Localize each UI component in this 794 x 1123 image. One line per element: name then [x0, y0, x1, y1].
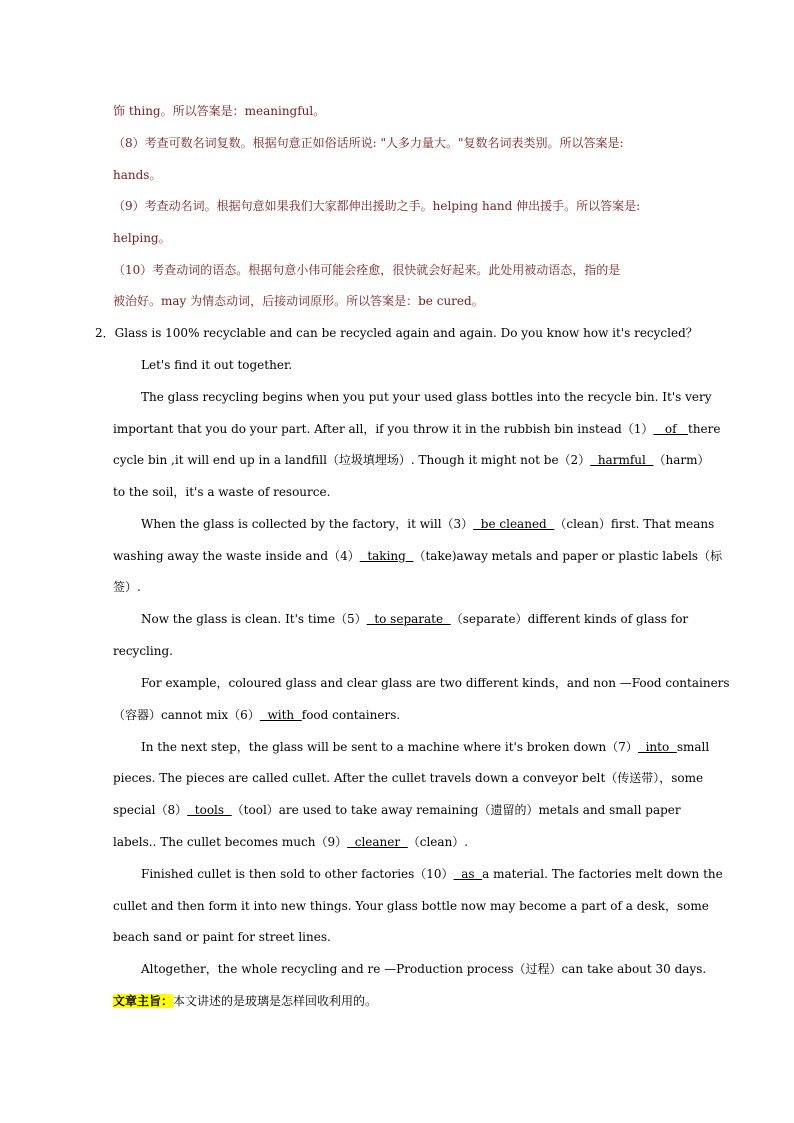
analysis-line: 饰 thing。所以答案是：meaningful。: [113, 104, 326, 118]
passage-line: cullet and then form it into new things. Your glass bottle now may become a part of a desk，some: [113, 899, 709, 913]
summary-label: 文章主旨：: [113, 994, 174, 1008]
summary-text: 本文讲述的是玻璃是怎样回收利用的。: [173, 994, 378, 1008]
answer-blank-1: of: [653, 422, 688, 436]
passage-line: labels.. The cullet becomes much（9） cleaner （clean）.: [113, 835, 469, 849]
answer-blank-6: with: [259, 708, 302, 722]
passage-line: The glass recycling begins when you put your used glass bottles into the recycle bin. It's very: [141, 390, 712, 404]
passage-line: 签）.: [113, 580, 141, 594]
passage-line: Finished cullet is then sold to other factories（10） as a material. The factories melt down the: [141, 867, 723, 881]
analysis-line: hands。: [113, 168, 162, 182]
passage-line: Let's find it out together.: [141, 358, 293, 372]
passage-line: special（8） tools （tool）are used to take away remaining（遗留的）metals and small paper: [113, 803, 681, 817]
question-intro: 2．Glass is 100% recyclable and can be recycled again and again. Do you know how it's recycled？: [95, 326, 698, 340]
question-number: 2．: [95, 326, 115, 340]
passage-line: In the next step，the glass will be sent to a machine where it's broken down（7） into small: [141, 740, 710, 754]
analysis-line: helping。: [113, 231, 171, 245]
answer-blank-2: harmful: [590, 453, 654, 467]
passage-line: （容器）cannot mix（6） with food containers.: [113, 708, 401, 722]
answer-blank-9: cleaner: [347, 835, 408, 849]
passage-line: to the soil，it's a waste of resource.: [113, 485, 331, 499]
passage-line: washing away the waste inside and（4） taking （take)away metals and paper or plastic labels（标: [113, 549, 723, 563]
summary: [113, 993, 377, 1009]
passage-line: pieces. The pieces are called cullet. After the cullet travels down a conveyor belt（传送带），some: [113, 771, 704, 785]
passage-line: Altogether，the whole recycling and re —Production process（过程）can take about 30 days.: [141, 962, 707, 976]
analysis-line: 被治好。may 为情态动词，后接动词原形。所以答案是：be cured。: [113, 294, 484, 308]
passage-line: cycle bin ,it will end up in a landfill（垃圾填埋场）. Though it might not be（2） harmful （harm）: [113, 453, 710, 467]
passage-line: For example，coloured glass and clear glass are two different kinds，and non —Food containers: [141, 676, 730, 690]
passage-line: When the glass is collected by the factory，it will（3） be cleaned （clean）first. That means: [141, 517, 715, 531]
analysis-line: （8）考查可数名词复数。根据句意正如俗话所说: "人多力量大。"复数名词表类别。所以答案是:: [113, 136, 624, 150]
answer-blank-4: taking: [359, 549, 414, 563]
answer-blank-8: tools: [187, 803, 232, 817]
answer-blank-5: to separate: [366, 612, 451, 626]
passage-line: Now the glass is clean. It's time（5） to separate （separate）different kinds of glass for: [141, 612, 689, 626]
passage-line: beach sand or paint for street lines.: [113, 930, 331, 944]
passage-line: recycling.: [113, 644, 173, 658]
passage-line: important that you do your part. After all，if you throw it in the rubbish bin instead（1） of there: [113, 422, 721, 436]
answer-blank-7: into: [637, 740, 677, 754]
analysis-line: （9）考查动名词。根据句意如果我们大家都伸出援助之手。helping hand 伸出援手。所以答案是:: [113, 199, 641, 213]
answer-blank-3: be cleaned: [473, 517, 555, 531]
analysis-line: （10）考查动词的语态。根据句意小伟可能会痊愈，很快就会好起来。此处用被动语态，指的是: [113, 263, 621, 277]
answer-blank-10: as: [453, 867, 483, 881]
